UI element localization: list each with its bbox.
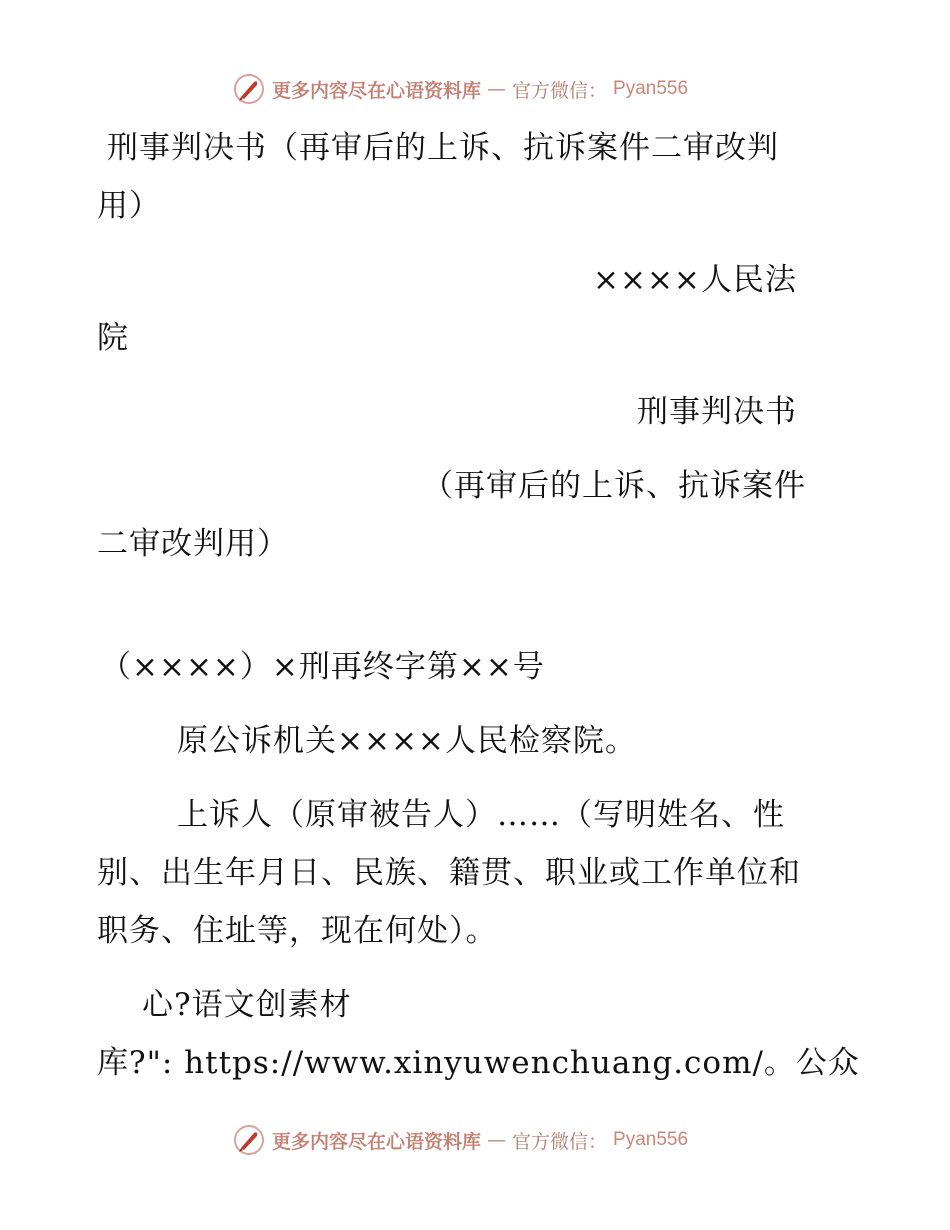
watermark-wechat-id: Pyan556 — [613, 78, 689, 99]
doc-title-line-1: 刑事判决书（再审后的上诉、抗诉案件二审改判 — [107, 130, 779, 166]
appellant-paragraph-line-3: 职务、住址等，现在何处）。 — [97, 913, 498, 949]
watermark-separator: — — [487, 78, 507, 100]
court-name-line-1: ××××人民法 — [593, 262, 797, 298]
court-name-line-2: 院 — [97, 320, 129, 356]
watermark-wechat-label: 官方微信： — [512, 1130, 608, 1153]
watermark-brand: 更多内容尽在心语资料库 — [272, 1130, 482, 1153]
watermark-separator: — — [487, 1129, 507, 1151]
header-watermark — [232, 72, 688, 106]
case-number: （××××）×刑再终字第××号 — [100, 649, 545, 685]
doc-subheading-line-2: 二审改判用） — [97, 526, 289, 562]
source-note-line-2: 库?": https://www.xinyuwenchuang.com/。公众 — [97, 1045, 860, 1081]
quill-pen-logo-icon — [232, 1123, 266, 1157]
doc-subheading-line-1: （再审后的上诉、抗诉案件 — [422, 468, 806, 504]
quill-pen-logo-icon — [232, 72, 266, 106]
doc-title-line-2: 用） — [97, 188, 161, 224]
appellant-paragraph-line-2: 别、出生年月日、民族、籍贯、职业或工作单位和 — [97, 855, 801, 891]
footer-watermark — [232, 1123, 688, 1157]
prosecutor-paragraph: 原公诉机关××××人民检察院。 — [177, 723, 637, 759]
source-note-line-1: 心?语文创素材 — [142, 987, 352, 1023]
watermark-wechat-label: 官方微信： — [512, 79, 608, 102]
doc-heading: 刑事判决书 — [637, 394, 797, 430]
appellant-paragraph-line-1: 上诉人（原审被告人）……（写明姓名、性 — [177, 797, 785, 833]
watermark-wechat-id: Pyan556 — [613, 1129, 689, 1150]
watermark-brand: 更多内容尽在心语资料库 — [272, 79, 482, 102]
